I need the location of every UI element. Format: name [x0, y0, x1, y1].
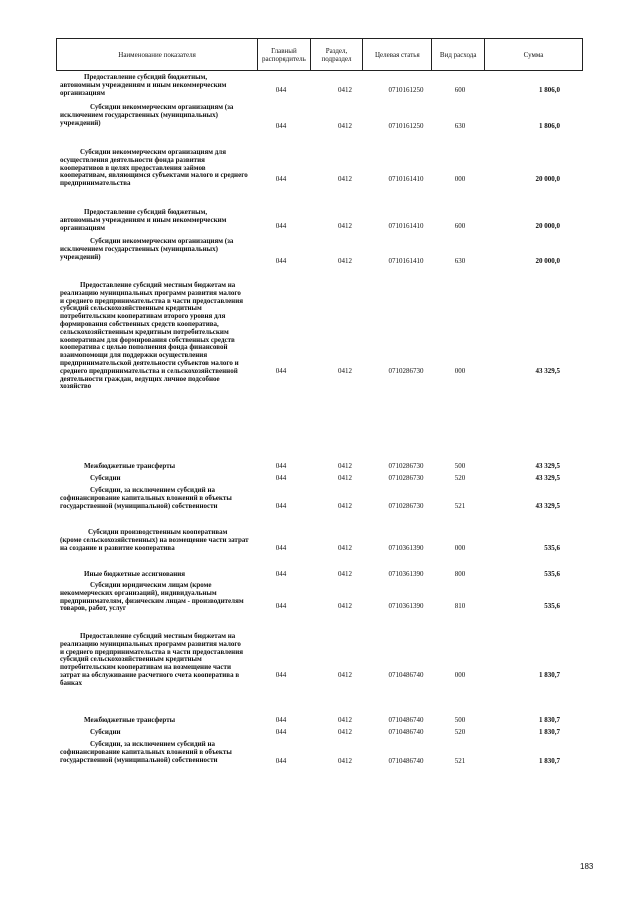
row-summa: 20 000,0 — [535, 175, 560, 183]
row-razdel: 0412 — [338, 122, 352, 130]
row-tselevaya: 0710286730 — [388, 474, 424, 482]
row-razdel: 0412 — [338, 367, 352, 375]
row-summa: 1 830,7 — [539, 728, 560, 736]
row-razdel: 0412 — [338, 175, 352, 183]
row-summa: 43 329,5 — [535, 474, 560, 482]
header-tselevaya: Целевая статья — [363, 39, 432, 71]
row-glavny: 044 — [275, 222, 287, 230]
row-summa: 1 830,7 — [539, 716, 560, 724]
row-tselevaya: 0710486740 — [388, 757, 424, 765]
row-summa: 43 329,5 — [535, 367, 560, 375]
row-razdel: 0412 — [338, 728, 352, 736]
row-summa: 1 830,7 — [539, 757, 560, 765]
row-name: Субсидии — [90, 728, 121, 736]
row-name: Межбюджетные трансферты — [84, 716, 176, 724]
row-summa: 1 806,0 — [539, 86, 560, 94]
row-glavny: 044 — [275, 122, 287, 130]
row-name: Субсидии некоммерческим организациям (за исключением государственных (муниципальных) учреждений) — [60, 103, 234, 127]
row-razdel: 0412 — [338, 602, 352, 610]
row-name: Межбюджетные трансферты — [84, 462, 176, 470]
row-summa: 535,6 — [544, 602, 560, 610]
row-name: Предоставление субсидий местным бюджетам на реализацию муниципальных программ развития малого и среднего предпринимательства в части предоставления субсидий сельскохозяйственным кредитным потребительским кооперативам второго уровня для формирования собственных средств кооператива, сельскохозяйственным кредитным потребительским кооперативам для формирования собственных средств кооператива с целью пополнения фонда финансовой взаимопомощи для поддержки осуществления предпринимательской деятельности субъектов малого и среднего предпринимательства и сельскохозяйственной деятельности граждан, ведущих личное подсобное хозяйство — [60, 281, 244, 391]
row-razdel: 0412 — [338, 222, 352, 230]
row-name: Иные бюджетные ассигнования — [84, 570, 186, 578]
header-razdel: Раздел, подраздел — [310, 39, 363, 71]
row-glavny: 044 — [275, 671, 287, 679]
row-vid: 520 — [454, 474, 466, 482]
row-summa: 43 329,5 — [535, 462, 560, 470]
row-vid: 500 — [454, 716, 466, 724]
row-glavny: 044 — [275, 728, 287, 736]
row-summa: 1 830,7 — [539, 671, 560, 679]
row-glavny: 044 — [275, 757, 287, 765]
row-glavny: 044 — [275, 502, 287, 510]
row-name: Предоставление субсидий бюджетным, автономным учреждениям и иным некоммерческим организациям — [60, 208, 227, 232]
row-razdel: 0412 — [338, 462, 352, 470]
row-summa: 535,6 — [544, 570, 560, 578]
row-razdel: 0412 — [338, 570, 352, 578]
row-glavny: 044 — [275, 257, 287, 265]
row-vid: 630 — [454, 122, 466, 130]
row-name: Субсидии производственным кооперативам (кроме сельскохозяйственных) на возмещение части затрат на создание и развитие кооператива — [60, 528, 249, 552]
row-vid: 520 — [454, 728, 466, 736]
row-vid: 000 — [454, 367, 466, 375]
row-razdel: 0412 — [338, 757, 352, 765]
row-summa: 20 000,0 — [535, 257, 560, 265]
row-name: Субсидии, за исключением субсидий на софинансирование капитальных вложений в объекты государственной (муниципальной) собственности — [60, 740, 232, 764]
row-vid: 521 — [454, 757, 466, 765]
row-glavny: 044 — [275, 716, 287, 724]
row-tselevaya: 0710361390 — [388, 570, 424, 578]
row-tselevaya: 0710286730 — [388, 462, 424, 470]
header-name: Наименование показателя — [57, 39, 258, 71]
row-tselevaya: 0710286730 — [388, 367, 424, 375]
row-vid: 810 — [454, 602, 466, 610]
row-razdel: 0412 — [338, 544, 352, 552]
row-vid: 000 — [454, 671, 466, 679]
row-name: Предоставление субсидий бюджетным, автономным учреждениям и иным некоммерческим организациям — [60, 73, 227, 97]
row-glavny: 044 — [275, 602, 287, 610]
row-summa: 43 329,5 — [535, 502, 560, 510]
row-glavny: 044 — [275, 462, 287, 470]
row-vid: 500 — [454, 462, 466, 470]
row-razdel: 0412 — [338, 671, 352, 679]
row-summa: 1 806,0 — [539, 122, 560, 130]
row-summa: 535,6 — [544, 544, 560, 552]
row-tselevaya: 0710161250 — [388, 122, 424, 130]
row-vid: 000 — [454, 175, 466, 183]
row-vid: 630 — [454, 257, 466, 265]
row-name: Субсидии юридическим лицам (кроме некоммерческих организаций), индивидуальным предпринимателям, физическим лицам - производителям товаров, работ, услуг — [60, 581, 244, 613]
row-tselevaya: 0710161410 — [388, 222, 424, 230]
row-tselevaya: 0710161410 — [388, 175, 424, 183]
row-tselevaya: 0710161250 — [388, 86, 424, 94]
row-name: Субсидии, за исключением субсидий на софинансирование капитальных вложений в объекты государственной (муниципальной) собственности — [60, 486, 232, 510]
row-tselevaya: 0710361390 — [388, 602, 424, 610]
row-vid: 600 — [454, 222, 466, 230]
row-razdel: 0412 — [338, 502, 352, 510]
row-tselevaya: 0710361390 — [388, 544, 424, 552]
row-glavny: 044 — [275, 86, 287, 94]
row-summa: 20 000,0 — [535, 222, 560, 230]
row-glavny: 044 — [275, 367, 287, 375]
row-glavny: 044 — [275, 544, 287, 552]
row-glavny: 044 — [275, 175, 287, 183]
row-glavny: 044 — [275, 570, 287, 578]
row-razdel: 0412 — [338, 474, 352, 482]
page-number: 183 — [580, 862, 594, 871]
row-vid: 521 — [454, 502, 466, 510]
row-tselevaya: 0710161410 — [388, 257, 424, 265]
header-summa: Сумма — [484, 39, 582, 71]
header-vid: Вид расхода — [432, 39, 485, 71]
row-name: Субсидии — [90, 474, 121, 482]
row-vid: 600 — [454, 86, 466, 94]
row-razdel: 0412 — [338, 257, 352, 265]
row-name: Предоставление субсидий местным бюджетам на реализацию муниципальных программ развития малого и среднего предпринимательства в части предоставления субсидий сельскохозяйственным кредитным потребительским кооперативам на возмещение части затрат на обслуживание расчетного счета кооператива в банках — [60, 632, 244, 687]
row-tselevaya: 0710486740 — [388, 716, 424, 724]
row-vid: 800 — [454, 570, 466, 578]
row-tselevaya: 0710486740 — [388, 671, 424, 679]
row-name: Субсидии некоммерческим организациям для осуществления деятельности фонда развития кооперативов в целях предоставления займов кооперативам, являющимся субъектами малого и среднего предпринимательства — [60, 148, 248, 188]
header-glavny: Главный распорядитель — [258, 39, 311, 71]
row-glavny: 044 — [275, 474, 287, 482]
row-razdel: 0412 — [338, 716, 352, 724]
table-header — [56, 38, 583, 71]
row-vid: 000 — [454, 544, 466, 552]
row-razdel: 0412 — [338, 86, 352, 94]
row-tselevaya: 0710486740 — [388, 728, 424, 736]
row-tselevaya: 0710286730 — [388, 502, 424, 510]
row-name: Субсидии некоммерческим организациям (за исключением государственных (муниципальных) учреждений) — [60, 237, 234, 261]
